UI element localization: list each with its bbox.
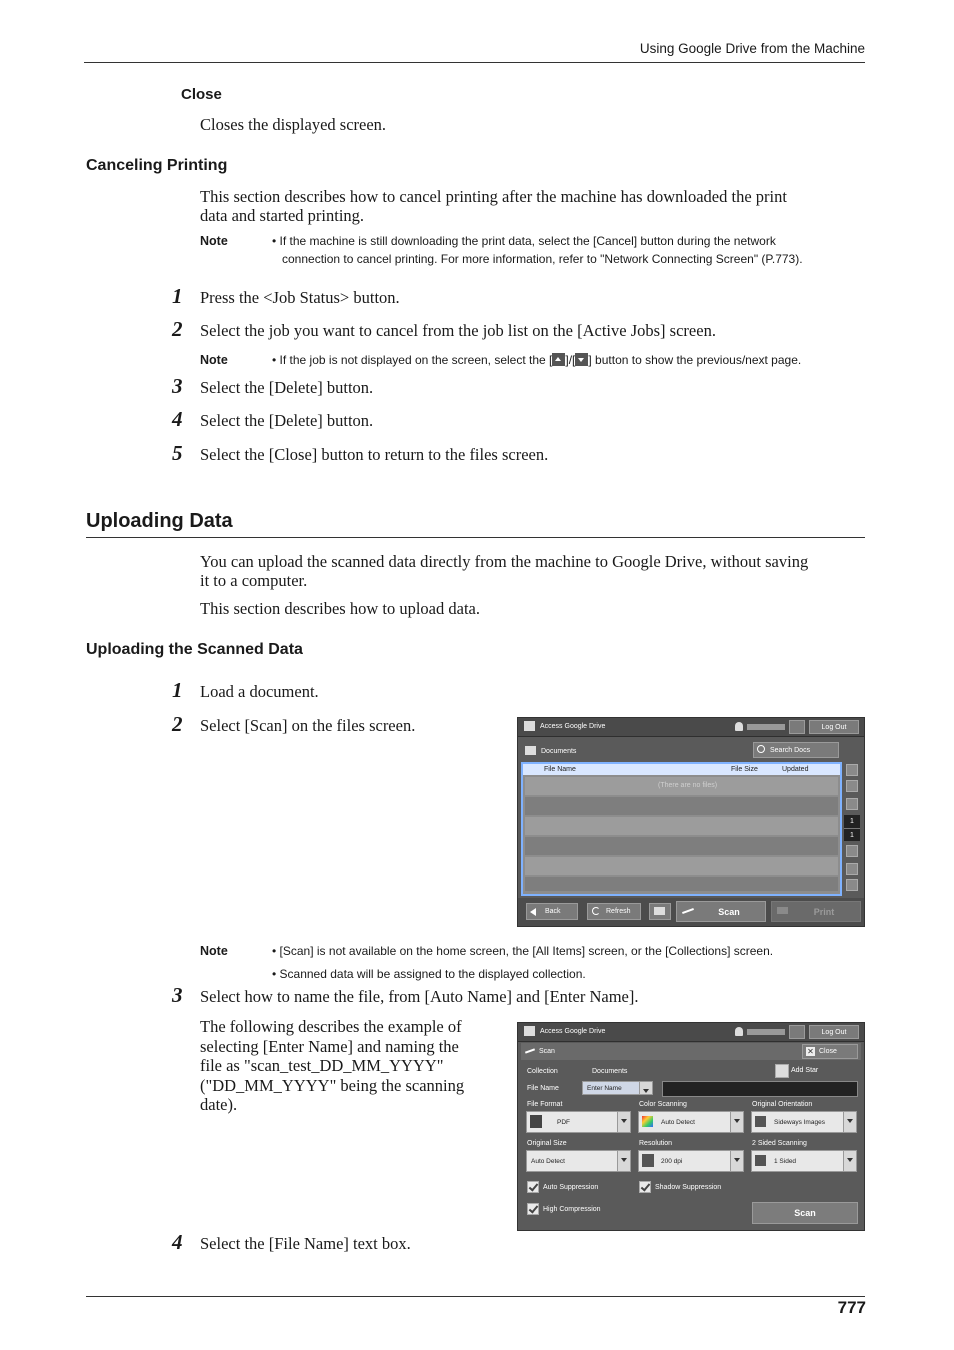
sided-icon	[755, 1155, 766, 1166]
step-number: 2	[172, 317, 183, 341]
folder-add-icon	[654, 907, 665, 915]
orientation-select[interactable]	[751, 1111, 857, 1133]
step-text: Select the [File Name] text box.	[200, 1234, 411, 1253]
logout-label: Log Out	[821, 1028, 847, 1036]
header-rule	[84, 62, 865, 63]
printer-icon	[777, 907, 788, 914]
example-line: file as "scan_test_DD_MM_YYYY"	[200, 1056, 444, 1075]
folder-name: Documents	[541, 748, 577, 755]
step-text: Select the [Close] button to return to the files screen.	[200, 445, 549, 464]
scan-label: Scan	[718, 906, 740, 917]
step-number: 3	[172, 374, 183, 398]
google-drive-icon	[524, 1026, 535, 1036]
note-text-pre: • If the job is not displayed on the screen, select the [	[272, 353, 553, 367]
chevron-down-icon	[843, 1151, 856, 1171]
note-label: Note	[200, 353, 228, 367]
refresh-label: Refresh	[606, 908, 631, 915]
screen-title: Access Google Drive	[540, 723, 606, 730]
panel-button[interactable]	[789, 720, 805, 734]
chevron-down-icon	[617, 1151, 630, 1171]
file-name-input[interactable]	[662, 1081, 858, 1097]
shadow-suppression-label: Shadow Suppression	[655, 1184, 722, 1191]
back-arrow-icon	[530, 908, 536, 916]
auto-suppression-checkbox[interactable]	[527, 1181, 539, 1193]
note-text-2: connection to cancel printing. For more information, refer to "Network Connecting Screen" (P.773).	[282, 252, 803, 266]
step-text: Select the [Delete] button.	[200, 378, 374, 397]
pdf-icon	[530, 1115, 542, 1128]
step-text: Load a document.	[200, 682, 319, 701]
sided-scanning-select[interactable]	[751, 1150, 857, 1172]
step-number: 1	[172, 284, 183, 308]
user-icon	[735, 722, 743, 731]
page-current: 1	[850, 818, 854, 825]
refresh-icon	[592, 907, 600, 915]
scan-submit-button[interactable]	[752, 1202, 858, 1224]
search-icon	[757, 745, 765, 753]
resolution-label: Resolution	[639, 1140, 673, 1147]
canceling-intro-1: This section describes how to cancel printing after the machine has downloaded the print	[200, 187, 787, 206]
step-number: 5	[172, 441, 183, 465]
orientation-value: Sideways Images	[774, 1118, 825, 1126]
uploading-intro-3: This section describes how to upload data.	[200, 599, 480, 618]
back-label: Back	[545, 908, 561, 915]
table-row	[525, 877, 838, 891]
table-row	[525, 837, 838, 855]
step-number: 4	[172, 1230, 183, 1254]
high-compression-label: High Compression	[543, 1206, 601, 1213]
sided-scanning-value: 1 Sided	[774, 1157, 797, 1165]
example-line: date).	[200, 1095, 238, 1114]
scroll-up-fast-button[interactable]	[846, 780, 858, 792]
scroll-top-button[interactable]	[846, 764, 858, 776]
step-text: Select the [Delete] button.	[200, 411, 374, 430]
collection-value: Documents	[592, 1068, 628, 1075]
screen-title: Access Google Drive	[540, 1028, 606, 1035]
uploading-intro-2: it to a computer.	[200, 571, 308, 590]
file-name-label: File Name	[527, 1085, 559, 1092]
panel-button[interactable]	[789, 1025, 805, 1039]
search-label: Search Docs	[770, 746, 811, 754]
step-number: 4	[172, 407, 183, 431]
close-description: Closes the displayed screen.	[200, 115, 387, 134]
original-size-value: Auto Detect	[531, 1157, 565, 1165]
resolution-icon	[642, 1154, 654, 1167]
scan-title: Scan	[539, 1048, 555, 1055]
file-format-label: File Format	[527, 1101, 563, 1108]
color-scanning-select[interactable]	[638, 1111, 744, 1133]
example-line: selecting [Enter Name] and naming the	[200, 1036, 459, 1056]
user-name-redacted	[747, 1029, 785, 1035]
orientation-icon	[755, 1116, 766, 1127]
empty-message: (There are no files)	[658, 782, 718, 789]
folder-icon	[525, 746, 536, 755]
chevron-down-icon	[843, 1112, 856, 1132]
page-indicator	[844, 815, 860, 841]
page-total: 1	[844, 828, 860, 842]
note-text-post: ] button to show the previous/next page.	[588, 353, 802, 367]
step-text: Select [Scan] on the files screen.	[200, 716, 416, 735]
scroll-bottom-button[interactable]	[846, 879, 858, 891]
uploading-sub-heading: Uploading the Scanned Data	[86, 641, 303, 658]
table-row	[525, 857, 838, 875]
note-text-5: • Scanned data will be assigned to the displayed collection.	[272, 967, 586, 981]
logout-label: Log Out	[821, 723, 847, 731]
note-text-3	[272, 351, 801, 369]
scroll-down-button[interactable]	[846, 845, 858, 857]
col-file-name: File Name	[544, 766, 576, 773]
file-format-value: PDF	[557, 1118, 570, 1126]
logout-button[interactable]	[809, 1025, 859, 1039]
example-line: ("DD_MM_YYYY" being the scanning	[200, 1075, 465, 1095]
auto-suppression-label: Auto Suppression	[543, 1184, 599, 1191]
col-file-size: File Size	[731, 766, 758, 773]
col-updated: Updated	[782, 766, 809, 773]
chevron-down-icon	[617, 1112, 630, 1132]
user-icon	[735, 1027, 743, 1036]
chevron-down-icon	[730, 1112, 743, 1132]
sided-scanning-label: 2 Sided Scanning	[752, 1140, 807, 1147]
step-number: 2	[172, 712, 183, 736]
close-term: Close	[181, 86, 222, 103]
chevron-down-icon	[639, 1082, 652, 1094]
note-text-mid: ]/[	[565, 353, 576, 367]
original-size-label: Original Size	[527, 1140, 567, 1147]
canceling-heading: Canceling Printing	[86, 157, 228, 174]
scroll-up-button[interactable]	[846, 798, 858, 810]
table-row	[525, 797, 838, 815]
file-name-mode-select[interactable]	[582, 1081, 653, 1095]
collection-label: Collection	[527, 1068, 558, 1075]
running-header: Using Google Drive from the Machine	[639, 41, 865, 56]
uploading-intro-1: You can upload the scanned data directly from the machine to Google Drive, without saving	[200, 552, 809, 571]
color-scanning-label: Color Scanning	[639, 1101, 687, 1108]
note-text-4: • [Scan] is not available on the home screen, the [All Items] screen, or the [Collections] screen.	[272, 944, 774, 958]
step-text: Select the job you want to cancel from the job list on the [Active Jobs] screen.	[200, 321, 716, 340]
add-star-checkbox[interactable]	[775, 1064, 789, 1078]
color-icon	[642, 1116, 653, 1127]
page-number: 777	[837, 1298, 866, 1317]
color-scanning-value: Auto Detect	[661, 1118, 695, 1126]
scan-submit-label: Scan	[794, 1208, 816, 1218]
table-row	[525, 817, 838, 835]
scroll-down-fast-button[interactable]	[846, 863, 858, 875]
google-drive-icon	[524, 721, 535, 731]
print-label: Print	[813, 906, 835, 917]
add-star-label: Add Star	[791, 1067, 819, 1074]
example-text	[200, 1017, 464, 1115]
note-text-1: • If the machine is still downloading the print data, select the [Cancel] button during the network	[272, 234, 776, 248]
logout-button[interactable]	[809, 720, 859, 734]
original-size-select[interactable]	[526, 1150, 631, 1172]
scan-screen-screenshot	[517, 1022, 865, 1231]
user-name-redacted	[747, 724, 785, 730]
step-text: Select how to name the file, from [Auto Name] and [Enter Name].	[200, 987, 639, 1006]
note-label: Note	[200, 234, 228, 248]
search-button[interactable]	[753, 742, 839, 758]
step-number: 1	[172, 678, 183, 702]
step-text: Press the <Job Status> button.	[200, 288, 400, 307]
file-name-mode-value: Enter Name	[587, 1084, 622, 1092]
orientation-label: Original Orientation	[752, 1101, 813, 1108]
uploading-heading: Uploading Data	[86, 510, 233, 532]
canceling-intro-2: data and started printing.	[200, 206, 365, 225]
high-compression-checkbox[interactable]	[527, 1203, 539, 1215]
close-label: Close	[819, 1048, 837, 1055]
footer-rule	[86, 1296, 865, 1297]
resolution-value: 200 dpi	[661, 1157, 683, 1165]
chevron-down-icon	[730, 1151, 743, 1171]
previous-page-icon	[552, 353, 565, 366]
note-label: Note	[200, 944, 228, 958]
next-page-icon	[575, 353, 588, 366]
files-screen-screenshot	[517, 717, 865, 927]
close-icon: ✕	[807, 1047, 814, 1056]
example-line: The following describes the example of	[200, 1017, 462, 1036]
step-number: 3	[172, 983, 183, 1007]
file-list[interactable]	[521, 762, 842, 896]
shadow-suppression-checkbox[interactable]	[639, 1181, 651, 1193]
section-rule	[86, 537, 865, 538]
